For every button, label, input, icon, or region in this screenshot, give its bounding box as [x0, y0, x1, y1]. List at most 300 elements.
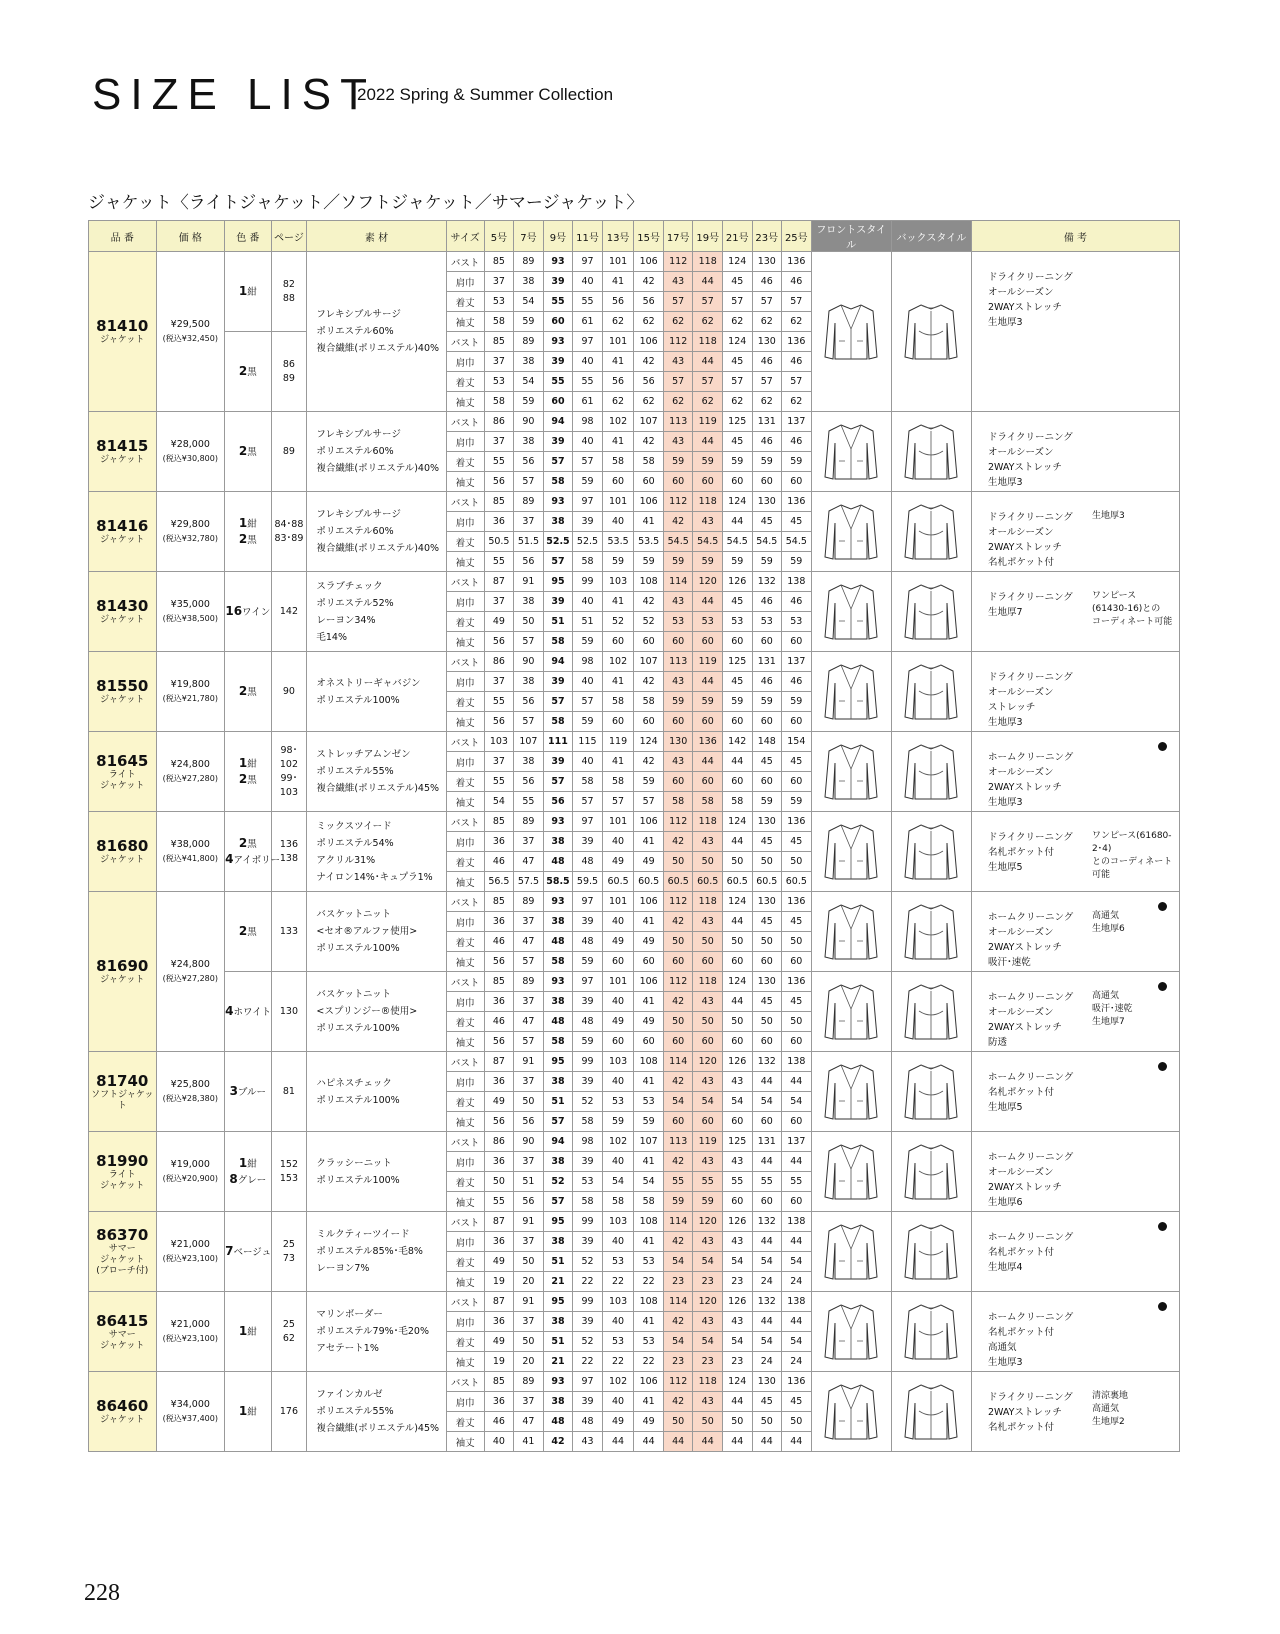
size-value: 112 — [663, 892, 693, 912]
remark-side — [1092, 510, 1125, 523]
size-value: 50 — [514, 1092, 544, 1112]
size-value: 58 — [722, 792, 752, 812]
jacket-front-icon — [823, 661, 879, 723]
size-value: 53 — [634, 1332, 664, 1352]
size-value: 60 — [693, 772, 723, 792]
size-value: 52 — [573, 1252, 603, 1272]
color-name: 黒 — [247, 534, 257, 546]
size-value: 60.5 — [782, 872, 812, 892]
front-illustration — [811, 1292, 891, 1372]
size-value: 101 — [602, 252, 634, 272]
measure-label: バスト — [446, 732, 484, 752]
size-value: 113 — [663, 652, 693, 672]
size-value: 59 — [663, 692, 693, 712]
size-value: 24 — [782, 1352, 812, 1372]
size-value: 55 — [484, 772, 514, 792]
size-value: 45 — [782, 992, 812, 1012]
size-value: 56 — [484, 1112, 514, 1132]
size-value: 58 — [602, 1192, 634, 1212]
size-value: 54.5 — [752, 532, 782, 552]
remark-line: 清涼裏地 — [1091, 1391, 1128, 1401]
size-value: 42 — [663, 512, 693, 532]
remark-line: 生地厚4 — [987, 1262, 1023, 1273]
size-value: 138 — [782, 1052, 812, 1072]
size-value: 86 — [484, 412, 514, 432]
material-line: バスケットニット — [316, 909, 392, 920]
size-value: 41 — [634, 1152, 664, 1172]
material-line: 毛14% — [316, 631, 347, 643]
size-value: 54 — [722, 1092, 752, 1112]
size-value: 60 — [602, 632, 634, 652]
catalog-page: 130 — [271, 972, 307, 1052]
price-cell — [156, 252, 225, 412]
color-number: 7 — [225, 1243, 234, 1258]
size-value: 54 — [693, 1092, 723, 1112]
material-line: <スプリンジー®使用> — [316, 1006, 418, 1017]
jacket-front-icon — [823, 741, 879, 803]
product-number: 81680 — [96, 837, 149, 855]
size-value: 60 — [722, 772, 752, 792]
size-value: 59 — [634, 552, 664, 572]
size-value: 46 — [782, 272, 812, 292]
size-value: 136 — [782, 332, 812, 352]
size-value: 124 — [634, 732, 664, 752]
color-name: 紺 — [247, 758, 257, 770]
size-value: 39 — [543, 272, 573, 292]
size-value: 60 — [634, 1032, 664, 1052]
size-value: 136 — [782, 892, 812, 912]
size-value: 55 — [514, 792, 544, 812]
price-tax: (税込¥27,280) — [162, 773, 218, 783]
size-value: 43 — [693, 1232, 723, 1252]
price-tax: (税込¥38,500) — [162, 613, 218, 623]
size-value: 102 — [602, 652, 634, 672]
size-value: 60.5 — [634, 872, 664, 892]
size-value: 54.5 — [722, 532, 752, 552]
size-value: 57 — [573, 452, 603, 472]
size-value: 54 — [514, 372, 544, 392]
size-value: 41 — [634, 512, 664, 532]
jacket-front-icon — [823, 1301, 879, 1363]
front-illustration — [811, 1372, 891, 1452]
jacket-front-icon — [823, 1141, 879, 1203]
table-row — [89, 652, 1180, 672]
color-name: 黒 — [247, 926, 257, 938]
remark-line: 高通気 — [1091, 911, 1119, 921]
color-name: 黒 — [247, 446, 257, 458]
color-name: アイボリー — [233, 854, 281, 866]
size-value: 60 — [782, 1032, 812, 1052]
measure-label: 肩巾 — [446, 752, 484, 772]
size-value: 60 — [693, 472, 723, 492]
size-value: 103 — [602, 1212, 634, 1232]
size-value: 97 — [573, 812, 603, 832]
size-value: 46 — [752, 592, 782, 612]
size-value: 120 — [693, 1292, 723, 1312]
size-value: 60 — [782, 1192, 812, 1212]
front-illustration — [811, 572, 891, 652]
size-value: 131 — [752, 652, 782, 672]
size-value: 54 — [693, 1332, 723, 1352]
size-value: 90 — [514, 412, 544, 432]
table-header — [89, 221, 1180, 252]
size-value: 21 — [543, 1352, 573, 1372]
material-cell — [307, 1052, 446, 1132]
measure-label: 袖丈 — [446, 1272, 484, 1292]
size-value: 53.5 — [634, 532, 664, 552]
size-value: 57 — [514, 472, 544, 492]
color-cell — [225, 1372, 271, 1452]
size-value: 46 — [484, 1412, 514, 1432]
size-value: 60 — [752, 1032, 782, 1052]
size-value: 55 — [543, 292, 573, 312]
color-cell — [225, 572, 271, 652]
size-value: 36 — [484, 1392, 514, 1412]
measure-label: バスト — [446, 652, 484, 672]
size-value: 59 — [782, 792, 812, 812]
size-value: 85 — [484, 812, 514, 832]
front-illustration — [811, 1132, 891, 1212]
size-value: 54.5 — [663, 532, 693, 552]
jacket-back-icon — [903, 501, 959, 563]
jacket-front-icon — [823, 901, 879, 963]
material-line: ポリエステル100% — [316, 1023, 400, 1034]
material-cell — [307, 892, 446, 972]
catalog-page: 133 — [271, 892, 307, 972]
price-tax: (税込¥37,400) — [162, 1413, 218, 1423]
material-cell — [307, 492, 446, 572]
size-value: 98 — [573, 1132, 603, 1152]
size-value: 112 — [663, 972, 693, 992]
material-cell — [307, 252, 446, 412]
remark-line: オールシーズン — [987, 1007, 1054, 1018]
measure-label: 袖丈 — [446, 1432, 484, 1452]
size-value: 62 — [693, 312, 723, 332]
size-value: 60 — [663, 952, 693, 972]
material-line: フレキシブルサージ — [316, 509, 401, 520]
size-value: 37 — [484, 432, 514, 452]
back-illustration — [891, 1132, 971, 1212]
size-value: 60 — [722, 712, 752, 732]
material-line: フレキシブルサージ — [316, 309, 401, 320]
jacket-back-icon — [903, 741, 959, 803]
material-line: レーヨン7% — [316, 1263, 370, 1274]
size-value: 49 — [634, 852, 664, 872]
material-line: ポリエステル55% — [316, 1406, 394, 1417]
size-value: 38 — [543, 1072, 573, 1092]
size-value: 41 — [634, 1312, 664, 1332]
size-value: 45 — [722, 672, 752, 692]
price-tax: (税込¥20,900) — [162, 1173, 218, 1183]
color-number: 1 — [238, 1323, 248, 1338]
product-number-cell — [89, 1052, 157, 1132]
product-number: 81550 — [96, 677, 149, 695]
measure-label: 着丈 — [446, 292, 484, 312]
header-material: 素 材 — [307, 221, 446, 252]
size-value: 47 — [514, 1012, 544, 1032]
size-value: 43 — [663, 432, 693, 452]
size-value: 60 — [693, 632, 723, 652]
size-value: 62 — [634, 392, 664, 412]
price: ¥29,500 — [170, 318, 210, 330]
measure-label: バスト — [446, 252, 484, 272]
size-value: 23 — [722, 1352, 752, 1372]
remark-line: ドライクリーニング — [987, 1392, 1073, 1403]
size-value: 42 — [543, 1432, 573, 1452]
front-illustration — [811, 412, 891, 492]
product-name: ジャケット — [100, 695, 145, 705]
size-value: 43 — [693, 1392, 723, 1412]
size-value: 42 — [634, 272, 664, 292]
size-value: 87 — [484, 1052, 514, 1072]
size-value: 43 — [693, 1312, 723, 1332]
size-value: 53 — [634, 1252, 664, 1272]
size-value: 120 — [693, 1052, 723, 1072]
size-value: 101 — [602, 492, 634, 512]
size-value: 54 — [752, 1252, 782, 1272]
size-value: 49 — [484, 1092, 514, 1112]
size-value: 50 — [722, 852, 752, 872]
size-value: 137 — [782, 1132, 812, 1152]
remark-line: 生地厚6 — [1091, 924, 1125, 934]
size-value: 39 — [573, 992, 603, 1012]
color-line — [225, 836, 270, 852]
size-value: 60 — [782, 712, 812, 732]
size-value: 40 — [602, 1232, 634, 1252]
front-illustration — [811, 972, 891, 1052]
size-value: 41 — [634, 1392, 664, 1412]
size-value: 90 — [514, 652, 544, 672]
measure-label: 肩巾 — [446, 672, 484, 692]
back-illustration — [891, 1052, 971, 1132]
table-row — [89, 1372, 1180, 1392]
size-value: 54 — [663, 1332, 693, 1352]
size-value: 57 — [573, 792, 603, 812]
measure-label: バスト — [446, 1052, 484, 1072]
catalog-page: 152 153 — [271, 1132, 307, 1212]
remark-line: 2WAYストレッチ — [987, 542, 1062, 553]
size-value: 36 — [484, 1232, 514, 1252]
size-value: 94 — [543, 652, 573, 672]
color-cell — [225, 1212, 271, 1292]
size-value: 50 — [782, 852, 812, 872]
header-size-13: 13号 — [602, 221, 634, 252]
size-value: 45 — [752, 1392, 782, 1412]
product-number-cell — [89, 1212, 157, 1292]
size-value: 40 — [573, 592, 603, 612]
size-value: 60 — [782, 952, 812, 972]
price: ¥28,000 — [170, 438, 210, 450]
size-value: 130 — [663, 732, 693, 752]
table-row — [89, 892, 1180, 912]
size-value: 40 — [602, 1312, 634, 1332]
remark-line: オールシーズン — [987, 527, 1054, 538]
size-value: 58 — [484, 312, 514, 332]
size-value: 118 — [693, 812, 723, 832]
size-value: 54.5 — [782, 532, 812, 552]
size-value: 42 — [663, 1232, 693, 1252]
remark-line: 生地厚7 — [1091, 1017, 1125, 1027]
size-value: 56 — [484, 472, 514, 492]
size-value: 49 — [634, 1412, 664, 1432]
size-value: 44 — [782, 1072, 812, 1092]
size-value: 59 — [573, 472, 603, 492]
size-value: 60.5 — [663, 872, 693, 892]
size-value: 103 — [602, 1052, 634, 1072]
size-value: 59 — [722, 692, 752, 712]
size-value: 97 — [573, 492, 603, 512]
size-value: 56 — [514, 1112, 544, 1132]
size-value: 54 — [514, 292, 544, 312]
remark-line: 高通気 — [1091, 991, 1119, 1001]
size-value: 38 — [514, 432, 544, 452]
remarks-cell — [971, 412, 1179, 492]
size-value: 59 — [573, 632, 603, 652]
remark-line: 吸汗･速乾 — [987, 957, 1031, 968]
measure-label: 肩巾 — [446, 272, 484, 292]
color-line — [225, 532, 270, 548]
measure-label: 袖丈 — [446, 712, 484, 732]
size-value: 136 — [782, 252, 812, 272]
size-value: 118 — [693, 1372, 723, 1392]
product-number: 81430 — [96, 597, 149, 615]
remark-side — [1092, 590, 1172, 629]
color-name: ホワイト — [233, 1006, 272, 1018]
color-number: 2 — [238, 363, 248, 378]
material-cell — [307, 812, 446, 892]
product-number: 81415 — [96, 437, 149, 455]
size-value: 136 — [693, 732, 723, 752]
material-line: ポリエステル85%･毛8% — [316, 1246, 423, 1257]
color-name: 紺 — [247, 1326, 257, 1338]
size-value: 62 — [722, 392, 752, 412]
back-illustration — [891, 492, 971, 572]
size-value: 36 — [484, 912, 514, 932]
size-value: 85 — [484, 1372, 514, 1392]
color-cell — [225, 332, 271, 412]
size-value: 125 — [722, 652, 752, 672]
remark-line: 生地厚5 — [987, 1102, 1023, 1113]
size-value: 60 — [634, 472, 664, 492]
measure-label: 袖丈 — [446, 632, 484, 652]
size-value: 60 — [722, 1112, 752, 1132]
size-value: 60 — [663, 772, 693, 792]
remark-line: オールシーズン — [987, 687, 1054, 698]
product-name: ジャケット — [100, 975, 145, 985]
size-value: 45 — [722, 352, 752, 372]
front-illustration — [811, 1212, 891, 1292]
size-value: 43 — [693, 992, 723, 1012]
size-value: 42 — [663, 1392, 693, 1412]
header-size-19: 19号 — [693, 221, 723, 252]
size-value: 49 — [602, 1412, 634, 1432]
size-value: 43 — [722, 1232, 752, 1252]
color-name: ワイン — [242, 606, 271, 618]
size-value: 54.5 — [693, 532, 723, 552]
size-value: 43 — [693, 1072, 723, 1092]
size-value: 112 — [663, 812, 693, 832]
size-value: 120 — [693, 572, 723, 592]
size-value: 23 — [663, 1272, 693, 1292]
size-value: 57 — [543, 772, 573, 792]
header-page: ページ — [271, 221, 307, 252]
size-value: 55 — [484, 452, 514, 472]
price: ¥35,000 — [170, 598, 210, 610]
size-value: 50 — [663, 1412, 693, 1432]
size-value: 50 — [693, 1412, 723, 1432]
size-value: 55 — [693, 1172, 723, 1192]
price-cell — [156, 892, 225, 1052]
measure-label: 着丈 — [446, 612, 484, 632]
price-cell — [156, 1212, 225, 1292]
measure-label: 袖丈 — [446, 1352, 484, 1372]
size-value: 103 — [484, 732, 514, 752]
size-value: 119 — [602, 732, 634, 752]
size-value: 56 — [514, 552, 544, 572]
remarks-cell — [971, 572, 1179, 652]
color-line — [225, 444, 270, 460]
size-value: 44 — [752, 1312, 782, 1332]
size-value: 125 — [722, 412, 752, 432]
size-value: 58 — [543, 632, 573, 652]
remarks-cell — [971, 492, 1179, 572]
price: ¥24,800 — [170, 958, 210, 970]
size-value: 62 — [602, 312, 634, 332]
size-value: 85 — [484, 332, 514, 352]
table-row — [89, 572, 1180, 592]
product-number: 81416 — [96, 517, 149, 535]
jacket-back-icon — [903, 421, 959, 483]
size-value: 51 — [543, 612, 573, 632]
size-value: 43 — [722, 1072, 752, 1092]
size-value: 50 — [663, 1012, 693, 1032]
size-value: 36 — [484, 1072, 514, 1092]
remark-side — [1092, 990, 1133, 1029]
size-value: 45 — [722, 592, 752, 612]
material-cell — [307, 412, 446, 492]
size-value: 60 — [722, 472, 752, 492]
color-cell — [225, 252, 271, 332]
size-value: 38 — [514, 752, 544, 772]
table-row — [89, 732, 1180, 752]
size-value: 91 — [514, 1212, 544, 1232]
jacket-back-icon — [903, 981, 959, 1043]
remarks-cell — [971, 1292, 1179, 1372]
size-value: 49 — [634, 1012, 664, 1032]
size-value: 59 — [663, 452, 693, 472]
size-value: 58 — [573, 1192, 603, 1212]
size-value: 130 — [752, 332, 782, 352]
size-value: 93 — [543, 332, 573, 352]
size-value: 56 — [514, 452, 544, 472]
color-number: 2 — [238, 443, 248, 458]
jacket-back-icon — [903, 661, 959, 723]
size-value: 57 — [602, 792, 634, 812]
jacket-back-icon — [903, 1301, 959, 1363]
material-cell — [307, 732, 446, 812]
remark-line: 2WAYストレッチ — [987, 942, 1062, 953]
color-cell — [225, 1052, 271, 1132]
size-value: 55 — [484, 692, 514, 712]
size-value: 118 — [693, 252, 723, 272]
color-line — [225, 1244, 270, 1260]
size-value: 90 — [514, 1132, 544, 1152]
measure-label: 肩巾 — [446, 592, 484, 612]
color-line — [225, 1404, 270, 1420]
material-cell — [307, 1132, 446, 1212]
size-value: 132 — [752, 1052, 782, 1072]
size-value: 51 — [543, 1332, 573, 1352]
